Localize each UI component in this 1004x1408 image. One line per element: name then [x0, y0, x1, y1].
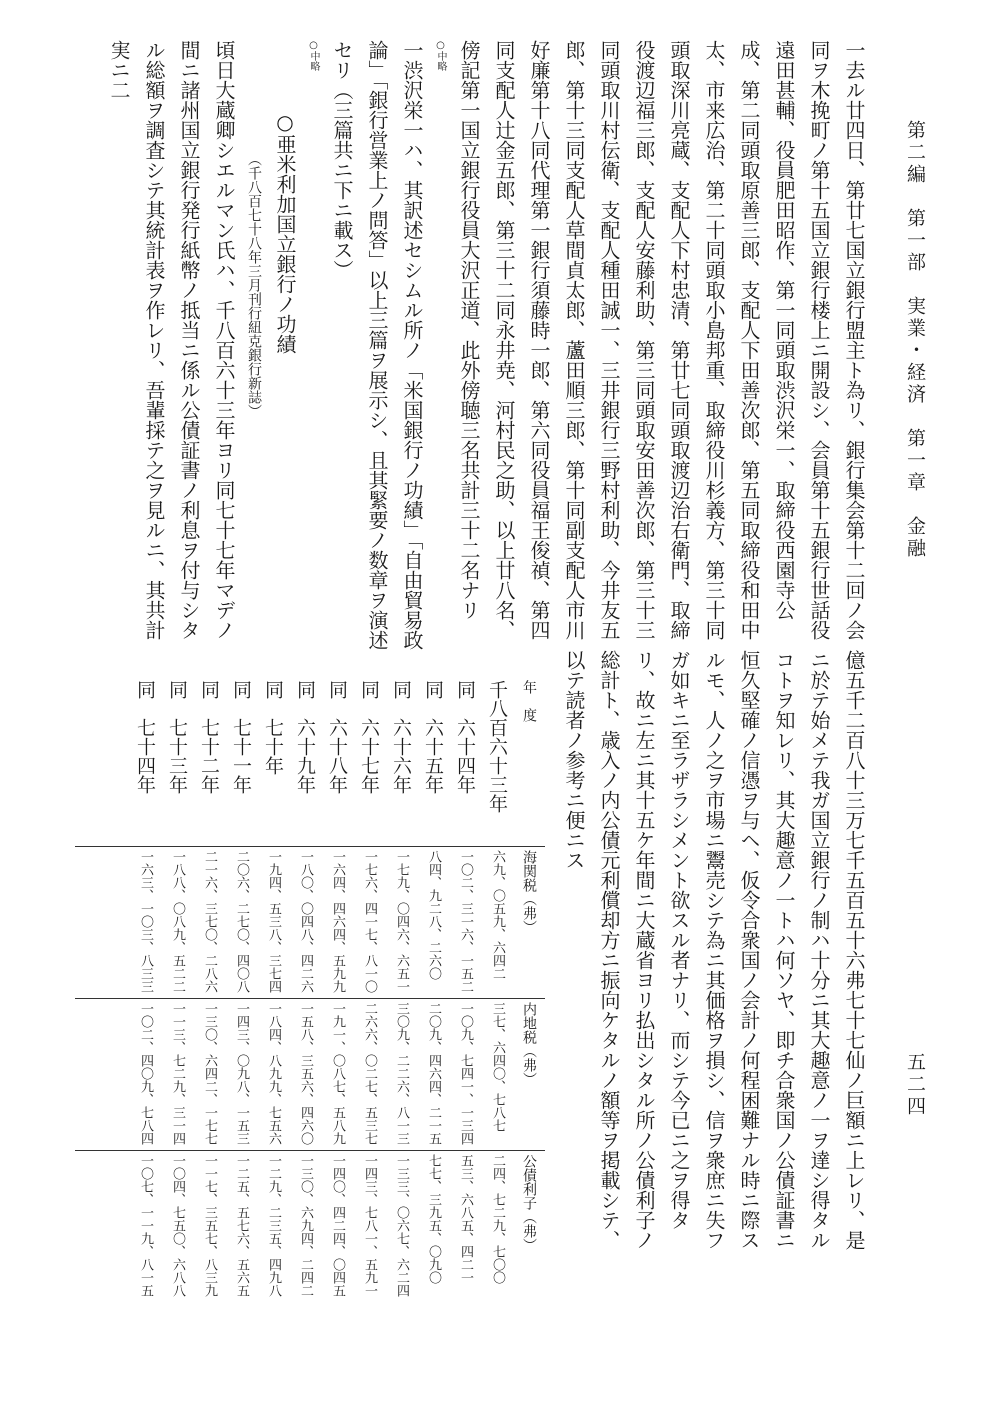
- header-customs: 海関税（弗）: [521, 850, 537, 934]
- table-cell-internal: 二六六、〇二七、五三七: [362, 1002, 377, 1145]
- internal-column: [75, 1002, 545, 1150]
- year-column: [75, 680, 545, 845]
- table-row-year: 同 七十四年: [134, 680, 156, 794]
- table-cell-internal: 三七、六四〇、七八七: [490, 1002, 505, 1132]
- table-cell-customs: 一九四、五三八、三七四: [266, 850, 281, 993]
- table-cell-customs: 六九、〇五九、六四二: [490, 850, 505, 980]
- revenue-table: [75, 680, 545, 1300]
- table-row-year: 同 六十六年: [390, 680, 412, 794]
- table-cell-interest: 五三、六八五、四二一: [458, 1154, 473, 1284]
- omission-note: ○中略: [308, 40, 319, 71]
- table-cell-interest: 一二五、五七六、五六五: [234, 1154, 249, 1297]
- table-row-year: 同 七十二年: [198, 680, 220, 794]
- upper-text-block: [107, 40, 871, 652]
- table-row-year: 同 七十三年: [166, 680, 188, 794]
- table-cell-customs: 八四、九二八、二六〇: [426, 850, 441, 980]
- table-cell-customs: 一六四、四六四、五九九: [330, 850, 345, 993]
- table-row-year: 同 七十年: [262, 680, 284, 775]
- table-cell-internal: 一〇九、七四一、一三四: [458, 1002, 473, 1145]
- table-row-year: 同 七十一年: [230, 680, 252, 794]
- paragraph-sherman: 頃日大蔵卿シエルマン氏ハ、千八百六十三年ヨリ同七十七年マデノ間ニ諸州国立銀行発行紙幣ノ抵当ニ係ル公債証書ノ利息ヲ付与シタル総額ヲ調査シテ其統計表ヲ作レリ、吾輩採テ之ヲ見ルニ、其共計実ニ二: [107, 40, 236, 640]
- omission-note: ○中略: [435, 40, 446, 71]
- table-rule: [75, 998, 545, 999]
- lower-text-block: [562, 650, 871, 1260]
- table-cell-customs: 二〇六、二七〇、四〇八: [234, 850, 249, 993]
- table-cell-customs: 一八〇、〇四八、四二六: [298, 850, 313, 993]
- table-cell-customs: 一〇二、三一六、一五二: [458, 850, 473, 993]
- table-row-year: 同 六十九年: [294, 680, 316, 794]
- table-cell-customs: 一六三、一〇三、八三三: [138, 850, 153, 993]
- interest-column: [75, 1154, 545, 1302]
- paragraph-shibusawa: 一渋沢栄一ハ、其訳述セシムル所ノ「米国銀行ノ功績」「自由貿易政論」「銀行営業上ノ問答」以上三篇ヲ展示シ、且其緊要ノ数章ヲ演述セリ（三篇共ニ下ニ載ス）: [330, 40, 424, 650]
- table-cell-customs: 二一六、三七〇、二八六: [202, 850, 217, 993]
- table-cell-interest: 一二九、二三五、四九八: [266, 1154, 281, 1297]
- table-cell-internal: 三〇九、二二六、八一三: [394, 1002, 409, 1145]
- table-cell-internal: 二〇九、四六四、二一五: [426, 1002, 441, 1145]
- paragraph-continuation: 億五千二百八十三万七千五百五十六弗七十七仙ノ巨額ニ上レリ、是ニ於テ始メテ我ガ国立銀行ノ制ハ十分ニ其大趣意ノ一ヲ達シ得タルコトヲ知レリ、其大趣意ノ一トハ何ソヤ、即チ合衆国ノ公債証書ニ恒久堅確ノ信憑ヲ与ヘ、仮令合衆国ノ会計ノ何程困難ナル時ニ際スルモ、人ノ之ヲ市場ニ鬻売シテ為ニ其価格ヲ損シ、信ヲ衆庶ニ失フガ如キニ至ラザラシメント欲スル者ナリ、而シテ今已ニ之ヲ得タリ、故ニ左ニ其十五ケ年間ニ大蔵省ヨリ払出シタル所ノ公債利子ノ総計ト、歳入ノ内公債元利償却方ニ振向ケタルノ額等ヲ掲載シテ、以テ読者ノ参考ニ便ニス: [562, 650, 866, 1250]
- table-row-year: 千八百六十三年: [486, 680, 508, 813]
- table-rule: [75, 1150, 545, 1151]
- table-row-year: 同 六十五年: [422, 680, 444, 794]
- header-interest: 公債利子（弗）: [521, 1154, 537, 1252]
- table-cell-interest: 二四、七二九、七〇〇: [490, 1154, 505, 1284]
- table-cell-internal: 一五八、三五六、四六〇: [298, 1002, 313, 1145]
- table-cell-interest: 一〇四、七五〇、六八八: [170, 1154, 185, 1297]
- table-cell-customs: 一八八、〇八九、五二二: [170, 850, 185, 993]
- table-cell-interest: 一四三、七八一、五九一: [362, 1154, 377, 1297]
- table-cell-interest: 一三三、〇六七、六二四: [394, 1154, 409, 1297]
- table-cell-interest: 一一七、三五七、八三九: [202, 1154, 217, 1297]
- section-heading: ○亜米利加国立銀行ノ功績: [273, 110, 297, 354]
- header-internal: 内地税（弗）: [521, 1002, 537, 1086]
- table-cell-internal: 一〇二、四〇九、七八四: [138, 1002, 153, 1145]
- header-year: 年 度: [521, 680, 537, 722]
- table-row-year: 同 六十八年: [326, 680, 348, 794]
- table-cell-customs: 一七九、〇四六、六五一: [394, 850, 409, 993]
- table-cell-interest: 一三〇、六九四、二四二: [298, 1154, 313, 1297]
- table-cell-internal: 一三〇、六四二、一七七: [202, 1002, 217, 1145]
- table-cell-internal: 一九一、〇八七、五八九: [330, 1002, 345, 1145]
- table-cell-internal: 一四三、〇九八、一五三: [234, 1002, 249, 1145]
- page-number: 五二四: [904, 1052, 926, 1118]
- table-row-year: 同 六十四年: [454, 680, 476, 794]
- running-head: 第二編 第一部 実業・経済 第一章 金融: [904, 120, 926, 560]
- customs-column: [75, 850, 545, 998]
- table-cell-internal: 一八四、八九九、七五六: [266, 1002, 281, 1145]
- table-cell-interest: 七七、三九五、〇九〇: [426, 1154, 441, 1284]
- table-rule: [75, 846, 545, 847]
- table-cell-interest: 一〇七、一一九、八一五: [138, 1154, 153, 1297]
- table-cell-interest: 一四〇、四二四、〇四五: [330, 1154, 345, 1297]
- table-row-year: 同 六十七年: [358, 680, 380, 794]
- table-cell-internal: 一一三、七二九、三一四: [170, 1002, 185, 1145]
- paragraph-meeting: 一去ル廿四日、第廿七国立銀行盟主ト為リ、銀行集会第十二回ノ会同ヲ木挽町ノ第十五国立銀行楼上ニ開設シ、会員第十五銀行世話役遠田甚輔、役員肥田昭作、第一同頭取渋沢栄一、取締役西園寺公成、第二同頭取原善三郎、支配人下田善次郎、第五同取締役和田中太、市来広治、第二十同頭取小島邦重、取締役川杉義方、第三十同頭取深川亮蔵、支配人下村忠清、第廿七同頭取渡辺治右衛門、取締役渡辺福三郎、支配人安藤利助、第三同頭取安田善次郎、第三十三同頭取川村伝衛、支配人種田誠一、三井銀行三野村利助、今井友五郎、第十三同支配人草間貞太郎、蘆田順三郎、第十同副支配人市川好廉第十八同代理第一銀行須藤時一郎、第六同役員福王俊禎、第四同支配人辻金五郎、第三十二同永井尭、河村民之助、以上廿八名、傍記第一国立銀行役員大沢正道、此外傍聴三名共計三十二名ナリ: [457, 40, 866, 640]
- table-cell-customs: 一七六、四一七、八一〇: [362, 850, 377, 993]
- source-citation: （千八百七十八年三月刊行紐克銀行新誌）: [246, 152, 262, 418]
